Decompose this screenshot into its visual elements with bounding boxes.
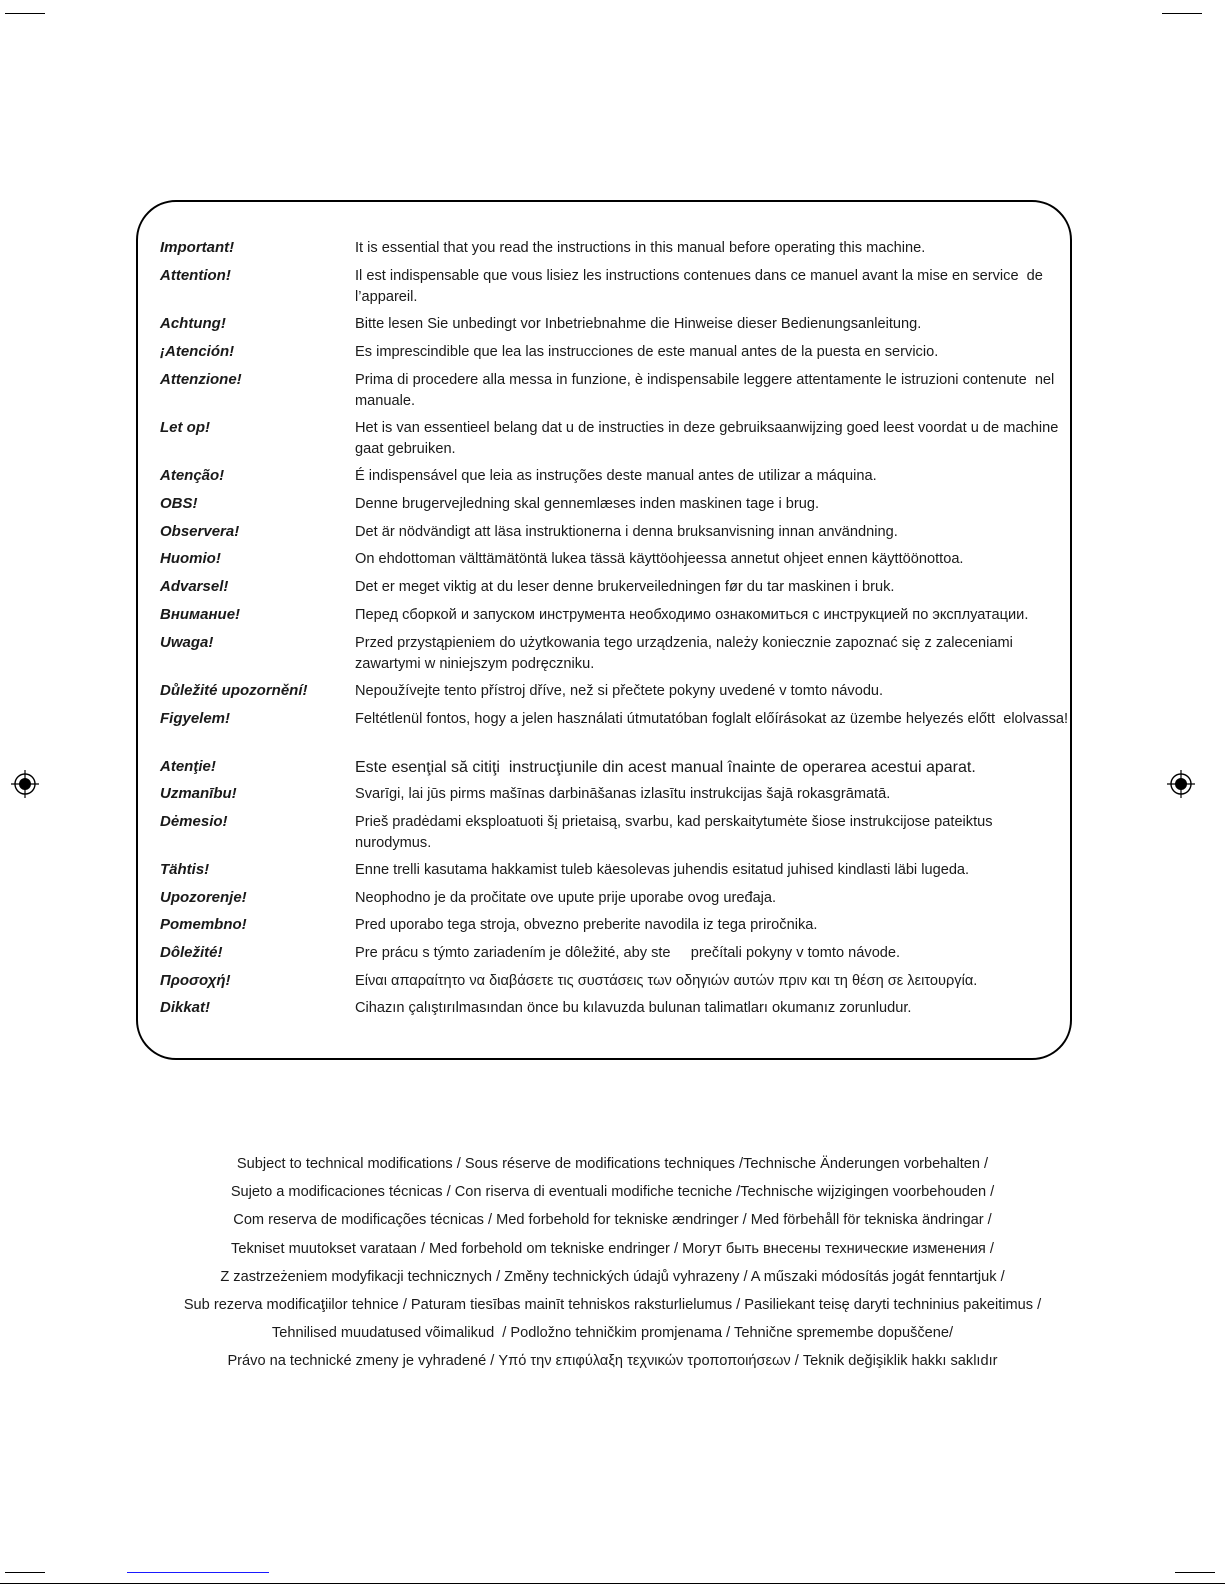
warning-text: Neophodno je da pročitate ove upute prije uporabe ovog uređaja.	[355, 890, 777, 906]
warning-label: Figyelem!	[160, 710, 231, 727]
footer-line: Com reserva de modificações técnicas / Med forbehold for tekniske ændringer / Med förbehåll för tekniska ändringar /	[233, 1212, 992, 1229]
warning-text: Feltétlenül fontos, hogy a jelen használati útmutatóban foglalt előírásokat az üzembe helyezés előtt elolvassa!	[355, 711, 1069, 727]
footer-line: Z zastrzeżeniem modyfikacji technicznych / Změny technických údajů vyhrazeny / A műszaki módosítás jogát fenntartjuk /	[220, 1268, 1005, 1285]
warning-label: OBS!	[160, 495, 198, 512]
warning-text: Pred uporabo tega stroja, obvezno preberite navodila iz tega priročnika.	[355, 917, 818, 933]
warning-text: Nepoužívejte tento přístroj dříve, než si přečtete pokyny uvedené v tomto návodu.	[355, 683, 884, 699]
page-bottom-rule	[0, 1583, 1225, 1584]
footer-line: Právo na technické zmeny je vyhradené / Υπό την επιφύλαξη τεχνικών τροποποιήσεων / Teknik değişiklik hakkı saklıdır	[227, 1353, 998, 1370]
warning-label: Advarsel!	[160, 578, 229, 595]
warning-label: Tähtis!	[160, 861, 210, 878]
warning-text: Det er meget viktig at du leser denne brukerveiledningen før du tar maskinen i bruk.	[355, 579, 895, 595]
warning-text: On ehdottoman välttämätöntä lukea tässä käyttöohjeessa annetut ohjeet ennen käyttöönottoa.	[355, 551, 964, 567]
registration-mark-icon	[1166, 769, 1196, 799]
warning-text: Cihazın çalıştırılmasından önce bu kılavuzda bulunan talimatları okumanız zorunludur.	[355, 1000, 912, 1016]
footer-line: Tekniset muutokset varataan / Med forbehold om tekniske endringer / Могут быть внесены технические изменения /	[231, 1240, 994, 1257]
warning-text: Il est indispensable que vous lisiez les instructions contenues dans ce manuel avant la mise en service de l’appareil.	[355, 268, 1043, 305]
warning-label: Uwaga!	[160, 634, 214, 651]
warning-text: Det är nödvändigt att läsa instruktionerna i denna bruksanvisning innan användning.	[355, 524, 898, 540]
warning-label: Uzmanību!	[160, 785, 237, 802]
warning-label: ¡Atención!	[160, 343, 235, 360]
warning-text: Het is van essentieel belang dat u de instructies in deze gebruiksaanwijzing goed leest voordat u de machine gaat gebruiken.	[355, 420, 1059, 457]
footer-line: Subject to technical modifications / Sous réserve de modifications techniques /Technische Änderungen vorbehalten /	[236, 1156, 989, 1172]
footer-line: Sub rezerva modificaţiilor tehnice / Paturam tiesības mainīt tehniskos raksturlielumus / Pasiliekant teisę daryti techninius pakeitimus /	[183, 1297, 1042, 1314]
warning-text: É indispensável que leia as instruções deste manual antes de utilizar a máquina.	[355, 468, 877, 484]
warning-text: Перед сборкой и запуском инструмента необходимо ознакомиться с инструкцией по эксплуатации.	[355, 607, 1029, 623]
warning-text: Denne brugervejledning skal gennemlæses inden maskinen tage i brug.	[355, 496, 820, 512]
crop-mark-bottom-right	[1175, 1572, 1215, 1573]
footer-line: Tehnilised muudatused võimalikud / Podložno tehničkim promjenama / Tehnične spremembe dopuščene/	[271, 1325, 954, 1342]
registration-mark-icon	[10, 769, 40, 799]
crop-mark-top-left	[5, 13, 45, 14]
technical-modifications-footer	[0, 1150, 1225, 1376]
warning-label: Atenţie!	[160, 758, 216, 775]
warning-text: Przed przystąpieniem do użytkowania tego urządzenia, należy koniecznie zapoznać się z zaleceniami zawartymi w niniejszym podręczniku.	[355, 635, 1017, 672]
warning-label: Observera!	[160, 523, 240, 540]
crop-mark-bottom-left	[5, 1572, 45, 1573]
warning-text: It is essential that you read the instructions in this manual before operating this machine.	[355, 240, 926, 256]
warning-label: Huomio!	[160, 550, 221, 567]
warning-label: Attention!	[160, 267, 231, 284]
warning-label: Attenzione!	[160, 371, 242, 388]
warning-label: Pomembno!	[160, 916, 247, 933]
warning-text: Svarīgi, lai jūs pirms mašīnas darbināšanas izlasītu instrukcijas šajā rokasgrāmatā.	[355, 786, 891, 802]
warning-text: Bitte lesen Sie unbedingt vor Inbetriebnahme die Hinweise dieser Bedienungsanleitung.	[355, 316, 922, 332]
warning-text: Pre prácu s týmto zariadením je dôležité, aby ste prečítali pokyny v tomto návode.	[355, 945, 901, 961]
warning-text: Prima di procedere alla messa in funzione, è indispensabile leggere attentamente le istruzioni contenute nel manuale.	[355, 372, 1055, 409]
warning-text: Este esenţial să citiţi instrucţiunile din acest manual înainte de operarea acestui aparat.	[355, 759, 976, 776]
warning-text: Enne trelli kasutama hakkamist tuleb käesolevas juhendis esitatud juhised kindlasti läbi lugeda.	[355, 862, 970, 878]
warning-label: Upozorenje!	[160, 889, 247, 906]
warning-label: Atenção!	[160, 467, 225, 484]
warning-label: Let op!	[160, 419, 210, 436]
warning-label: Důležité upozornění!	[160, 682, 308, 699]
warning-text: Είναι απαραίτητο να διαβάσετε τις συστάσεις των οδηγιών αυτών πριν και τη θέση σε λειτουργία.	[355, 973, 978, 989]
warning-label: Προσοχή!	[160, 972, 231, 989]
warning-label: Achtung!	[160, 315, 226, 332]
footer-line: Sujeto a modificaciones técnicas / Con riserva di eventuali modifiche tecniche /Technische wijzigingen voorbehouden /	[230, 1184, 995, 1201]
warning-text: Prieš pradėdami eksploatuoti šį prietaisą, svarbu, kad perskaitytumėte šiose instrukcijose pateiktus nurodymus.	[355, 814, 997, 851]
warning-label: Dėmesio!	[160, 813, 228, 830]
link-underline-rule	[127, 1572, 269, 1573]
warning-text: Es imprescindible que lea las instrucciones de este manual antes de la puesta en servicio.	[355, 344, 939, 360]
warning-label: Dôležité!	[160, 944, 223, 961]
warning-label: Important!	[160, 239, 235, 256]
warning-label: Внимание!	[160, 606, 241, 623]
crop-mark-top-right	[1162, 13, 1202, 14]
warning-label: Dikkat!	[160, 999, 211, 1016]
